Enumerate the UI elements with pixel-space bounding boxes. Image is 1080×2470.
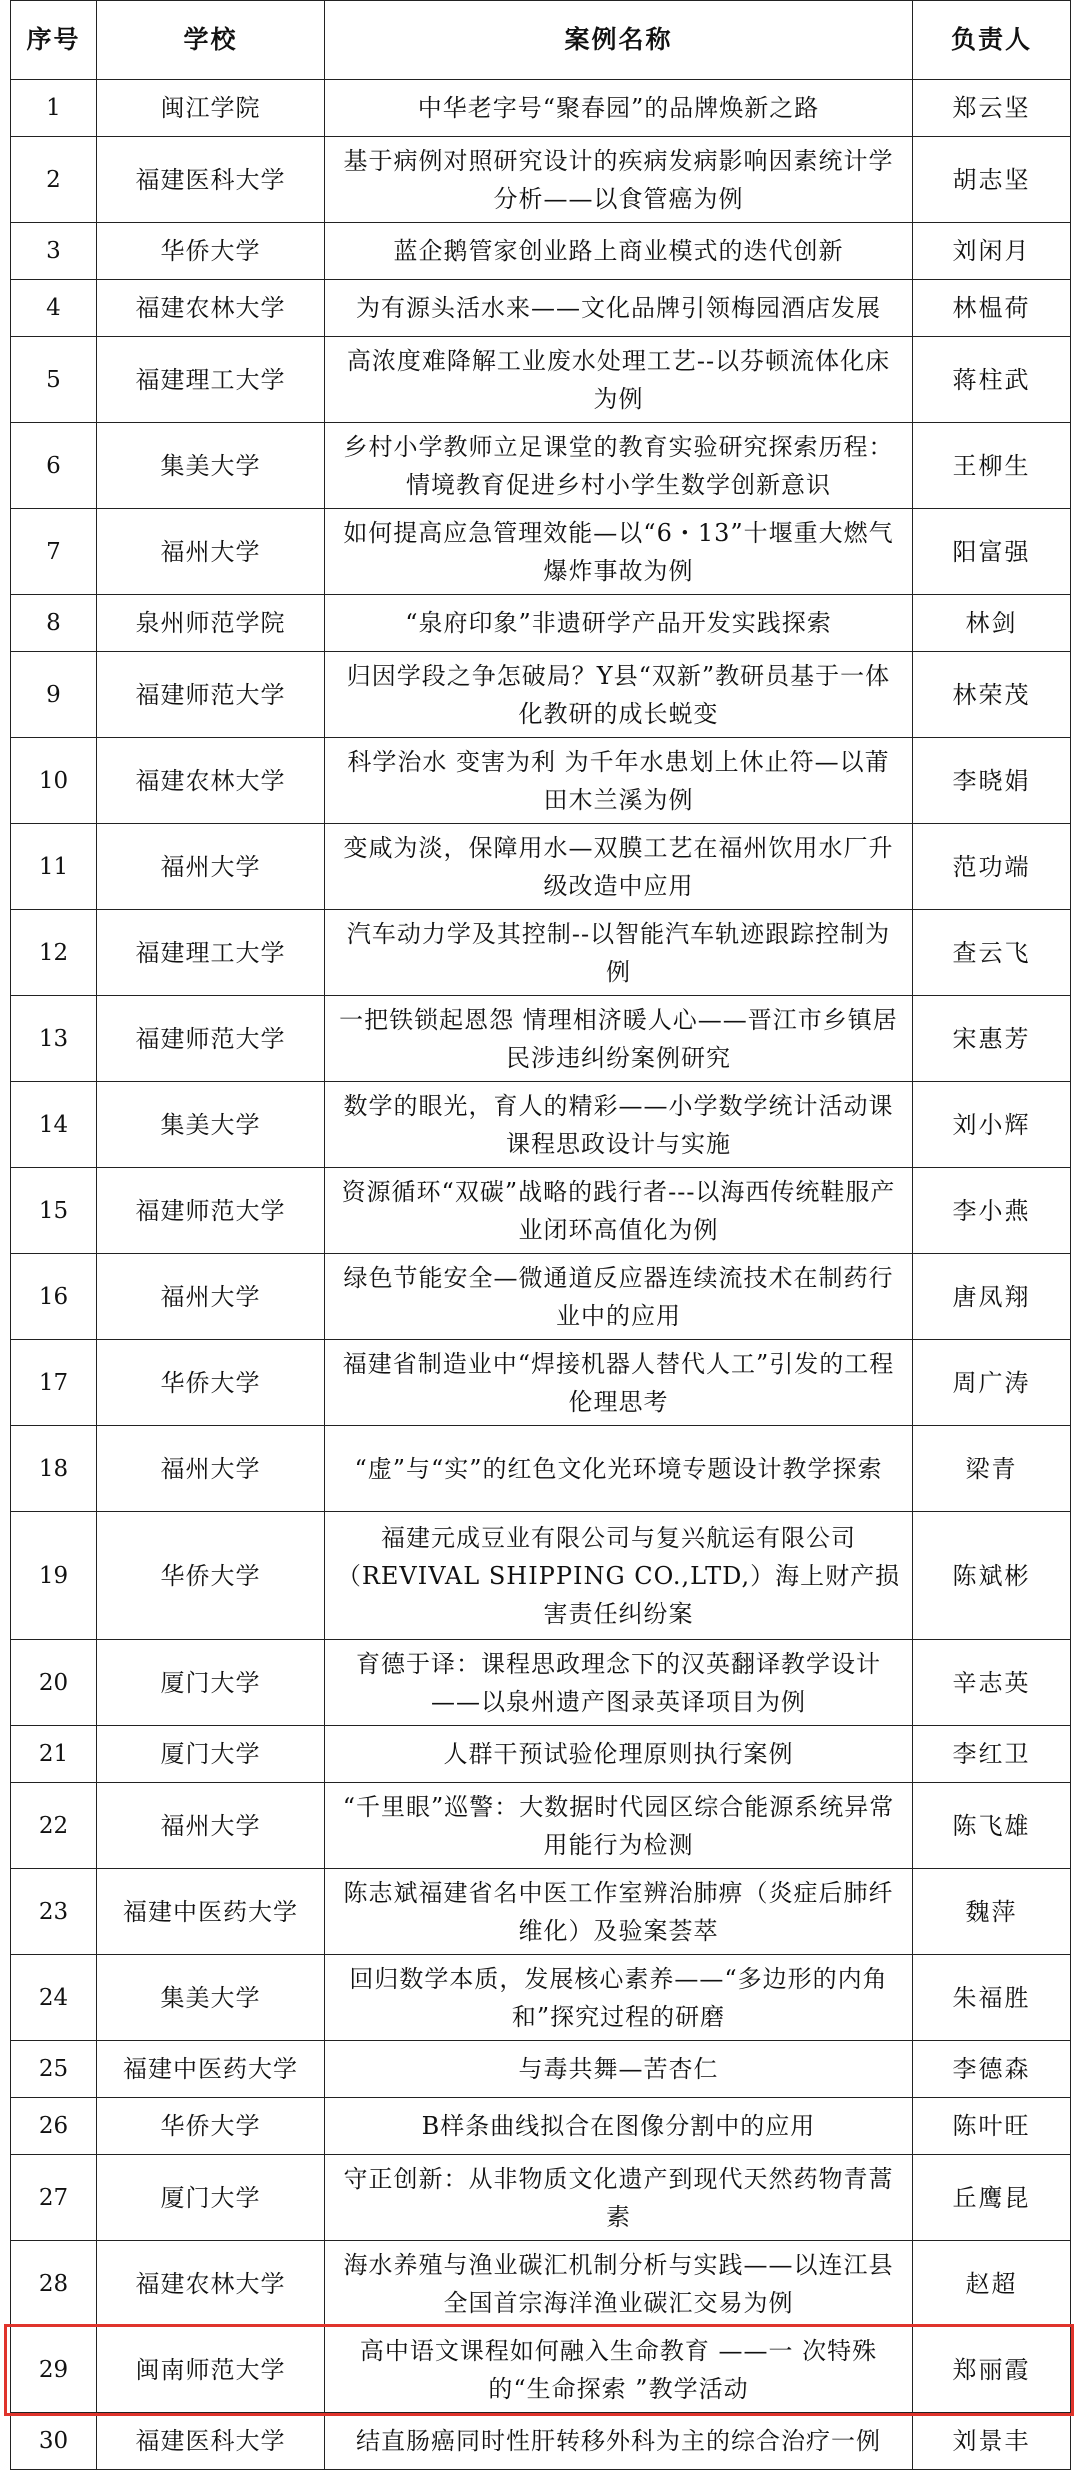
row-index: 16 (11, 1254, 97, 1340)
row-school: 福建农林大学 (97, 738, 325, 824)
row-index: 30 (11, 2413, 97, 2470)
row-owner: 蒋柱武 (913, 337, 1071, 423)
row-owner: 朱福胜 (913, 1955, 1071, 2041)
table-row (11, 2241, 1071, 2327)
row-owner: 李小燕 (913, 1168, 1071, 1254)
table-row (11, 2327, 1071, 2413)
row-case-title: 高浓度难降解工业废水处理工艺--以芬顿流体化床为例 (325, 337, 913, 423)
table-row (11, 2041, 1071, 2098)
row-school: 华侨大学 (97, 1512, 325, 1640)
row-index: 23 (11, 1869, 97, 1955)
table-row (11, 423, 1071, 509)
row-case-title: 中华老字号“聚春园”的品牌焕新之路 (325, 80, 913, 137)
row-index: 29 (11, 2327, 97, 2413)
row-case-title: 基于病例对照研究设计的疾病发病影响因素统计学分析——以食管癌为例 (325, 137, 913, 223)
header-index: 序号 (11, 1, 97, 80)
header-case-title: 案例名称 (325, 1, 913, 80)
table-row (11, 1340, 1071, 1426)
table-row (11, 738, 1071, 824)
row-case-title: 与毒共舞—苦杏仁 (325, 2041, 913, 2098)
row-school: 福建师范大学 (97, 996, 325, 1082)
row-case-title: 人群干预试验伦理原则执行案例 (325, 1726, 913, 1783)
table-row (11, 1082, 1071, 1168)
table-header-row (11, 1, 1071, 80)
row-owner: 刘小辉 (913, 1082, 1071, 1168)
row-case-title: 海水养殖与渔业碳汇机制分析与实践——以连江县全国首宗海洋渔业碳汇交易为例 (325, 2241, 913, 2327)
row-index: 3 (11, 223, 97, 280)
row-owner: 李德森 (913, 2041, 1071, 2098)
row-index: 14 (11, 1082, 97, 1168)
table-row (11, 2413, 1071, 2470)
row-school: 集美大学 (97, 423, 325, 509)
row-index: 11 (11, 824, 97, 910)
row-index: 6 (11, 423, 97, 509)
table-body (11, 80, 1071, 2470)
row-case-title: 一把铁锁起恩怨 情理相济暖人心——晋江市乡镇居民涉违纠纷案例研究 (325, 996, 913, 1082)
row-school: 厦门大学 (97, 2155, 325, 2241)
row-school: 福建中医药大学 (97, 1869, 325, 1955)
row-owner: 刘闲月 (913, 223, 1071, 280)
table-row (11, 1426, 1071, 1512)
row-index: 12 (11, 910, 97, 996)
header-owner: 负责人 (913, 1, 1071, 80)
table-row (11, 652, 1071, 738)
table-row (11, 1640, 1071, 1726)
row-owner: 林榅荷 (913, 280, 1071, 337)
row-school: 华侨大学 (97, 223, 325, 280)
row-school: 福州大学 (97, 1426, 325, 1512)
table-row (11, 824, 1071, 910)
row-case-title: 福建省制造业中“焊接机器人替代人工”引发的工程伦理思考 (325, 1340, 913, 1426)
row-owner: 郑丽霞 (913, 2327, 1071, 2413)
row-owner: 周广涛 (913, 1340, 1071, 1426)
row-owner: 阳富强 (913, 509, 1071, 595)
row-case-title: 育德于译：课程思政理念下的汉英翻译教学设计——以泉州遗产图录英译项目为例 (325, 1640, 913, 1726)
row-index: 1 (11, 80, 97, 137)
row-school: 华侨大学 (97, 1340, 325, 1426)
row-case-title: 结直肠癌同时性肝转移外科为主的综合治疗一例 (325, 2413, 913, 2470)
table-row (11, 1254, 1071, 1340)
row-school: 福建理工大学 (97, 337, 325, 423)
row-school: 福建理工大学 (97, 910, 325, 996)
row-case-title: 蓝企鹅管家创业路上商业模式的迭代创新 (325, 223, 913, 280)
table-row (11, 1869, 1071, 1955)
table-row (11, 1168, 1071, 1254)
row-school: 福建师范大学 (97, 1168, 325, 1254)
row-index: 5 (11, 337, 97, 423)
row-case-title: 为有源头活水来——文化品牌引领梅园酒店发展 (325, 280, 913, 337)
row-index: 24 (11, 1955, 97, 2041)
row-owner: 王柳生 (913, 423, 1071, 509)
row-index: 25 (11, 2041, 97, 2098)
row-index: 26 (11, 2098, 97, 2155)
row-case-title: 陈志斌福建省名中医工作室辨治肺痹（炎症后肺纤维化）及验案荟萃 (325, 1869, 913, 1955)
row-index: 18 (11, 1426, 97, 1512)
case-table (10, 0, 1071, 2470)
table-row (11, 2098, 1071, 2155)
row-owner: 胡志坚 (913, 137, 1071, 223)
row-case-title: “泉府印象”非遗研学产品开发实践探索 (325, 595, 913, 652)
row-index: 19 (11, 1512, 97, 1640)
table-row (11, 80, 1071, 137)
row-index: 8 (11, 595, 97, 652)
row-owner: 李晓娟 (913, 738, 1071, 824)
table-row (11, 1955, 1071, 2041)
row-case-title: 守正创新：从非物质文化遗产到现代天然药物青蒿素 (325, 2155, 913, 2241)
row-case-title: 数学的眼光，育人的精彩——小学数学统计活动课课程思政设计与实施 (325, 1082, 913, 1168)
row-owner: 宋惠芳 (913, 996, 1071, 1082)
row-school: 华侨大学 (97, 2098, 325, 2155)
row-school: 集美大学 (97, 1955, 325, 2041)
row-school: 福建农林大学 (97, 280, 325, 337)
row-case-title: “千里眼”巡警：大数据时代园区综合能源系统异常用能行为检测 (325, 1783, 913, 1869)
table-row (11, 1783, 1071, 1869)
row-case-title: 回归数学本质，发展核心素养——“多边形的内角和”探究过程的研磨 (325, 1955, 913, 2041)
table-row (11, 280, 1071, 337)
row-school: 福州大学 (97, 509, 325, 595)
table-row (11, 2155, 1071, 2241)
row-owner: 辛志英 (913, 1640, 1071, 1726)
row-owner: 范功端 (913, 824, 1071, 910)
row-school: 福州大学 (97, 1783, 325, 1869)
row-case-title: 高中语文课程如何融入生命教育 ——一 次特殊的“生命探索 ”教学活动 (325, 2327, 913, 2413)
row-owner: 梁青 (913, 1426, 1071, 1512)
row-school: 闽江学院 (97, 80, 325, 137)
row-index: 27 (11, 2155, 97, 2241)
table-row (11, 509, 1071, 595)
row-owner: 郑云坚 (913, 80, 1071, 137)
table-row (11, 996, 1071, 1082)
row-owner: 林荣茂 (913, 652, 1071, 738)
row-case-title: “虚”与“实”的红色文化光环境专题设计教学探索 (325, 1426, 913, 1512)
row-case-title: 汽车动力学及其控制--以智能汽车轨迹跟踪控制为例 (325, 910, 913, 996)
header-school: 学校 (97, 1, 325, 80)
row-owner: 刘景丰 (913, 2413, 1071, 2470)
row-school: 福州大学 (97, 824, 325, 910)
row-owner: 赵超 (913, 2241, 1071, 2327)
row-case-title: 科学治水 变害为利 为千年水患划上休止符—以莆田木兰溪为例 (325, 738, 913, 824)
row-case-title: 福建元成豆业有限公司与复兴航运有限公司（REVIVAL SHIPPING CO.,LTD,）海上财产损害责任纠纷案 (325, 1512, 913, 1640)
row-owner: 李红卫 (913, 1726, 1071, 1783)
table-row (11, 1512, 1071, 1640)
row-owner: 陈飞雄 (913, 1783, 1071, 1869)
row-index: 10 (11, 738, 97, 824)
row-index: 9 (11, 652, 97, 738)
row-case-title: 变咸为淡，保障用水—双膜工艺在福州饮用水厂升级改造中应用 (325, 824, 913, 910)
row-case-title: B样条曲线拟合在图像分割中的应用 (325, 2098, 913, 2155)
row-owner: 查云飞 (913, 910, 1071, 996)
row-school: 福建师范大学 (97, 652, 325, 738)
row-index: 4 (11, 280, 97, 337)
table-row (11, 1726, 1071, 1783)
row-school: 厦门大学 (97, 1640, 325, 1726)
row-owner: 唐凤翔 (913, 1254, 1071, 1340)
row-school: 厦门大学 (97, 1726, 325, 1783)
table-row (11, 337, 1071, 423)
row-index: 15 (11, 1168, 97, 1254)
row-index: 20 (11, 1640, 97, 1726)
table-row (11, 137, 1071, 223)
row-case-title: 如何提高应急管理效能—以“6・13”十堰重大燃气爆炸事故为例 (325, 509, 913, 595)
row-school: 福建农林大学 (97, 2241, 325, 2327)
row-index: 22 (11, 1783, 97, 1869)
row-case-title: 资源循环“双碳”战略的践行者---以海西传统鞋服产业闭环高值化为例 (325, 1168, 913, 1254)
row-owner: 陈斌彬 (913, 1512, 1071, 1640)
row-index: 28 (11, 2241, 97, 2327)
row-school: 集美大学 (97, 1082, 325, 1168)
row-owner: 魏萍 (913, 1869, 1071, 1955)
row-index: 2 (11, 137, 97, 223)
row-case-title: 归因学段之争怎破局？Y县“双新”教研员基于一体化教研的成长蜕变 (325, 652, 913, 738)
row-school: 福建医科大学 (97, 2413, 325, 2470)
row-case-title: 绿色节能安全—微通道反应器连续流技术在制药行业中的应用 (325, 1254, 913, 1340)
row-school: 福建医科大学 (97, 137, 325, 223)
row-owner: 陈叶旺 (913, 2098, 1071, 2155)
table-row (11, 595, 1071, 652)
row-case-title: 乡村小学教师立足课堂的教育实验研究探索历程：情境教育促进乡村小学生数学创新意识 (325, 423, 913, 509)
row-school: 泉州师范学院 (97, 595, 325, 652)
row-index: 17 (11, 1340, 97, 1426)
row-school: 福州大学 (97, 1254, 325, 1340)
row-owner: 丘鹰昆 (913, 2155, 1071, 2241)
row-index: 13 (11, 996, 97, 1082)
row-index: 21 (11, 1726, 97, 1783)
row-owner: 林剑 (913, 595, 1071, 652)
row-school: 闽南师范大学 (97, 2327, 325, 2413)
row-school: 福建中医药大学 (97, 2041, 325, 2098)
table-row (11, 910, 1071, 996)
table-row (11, 223, 1071, 280)
row-index: 7 (11, 509, 97, 595)
